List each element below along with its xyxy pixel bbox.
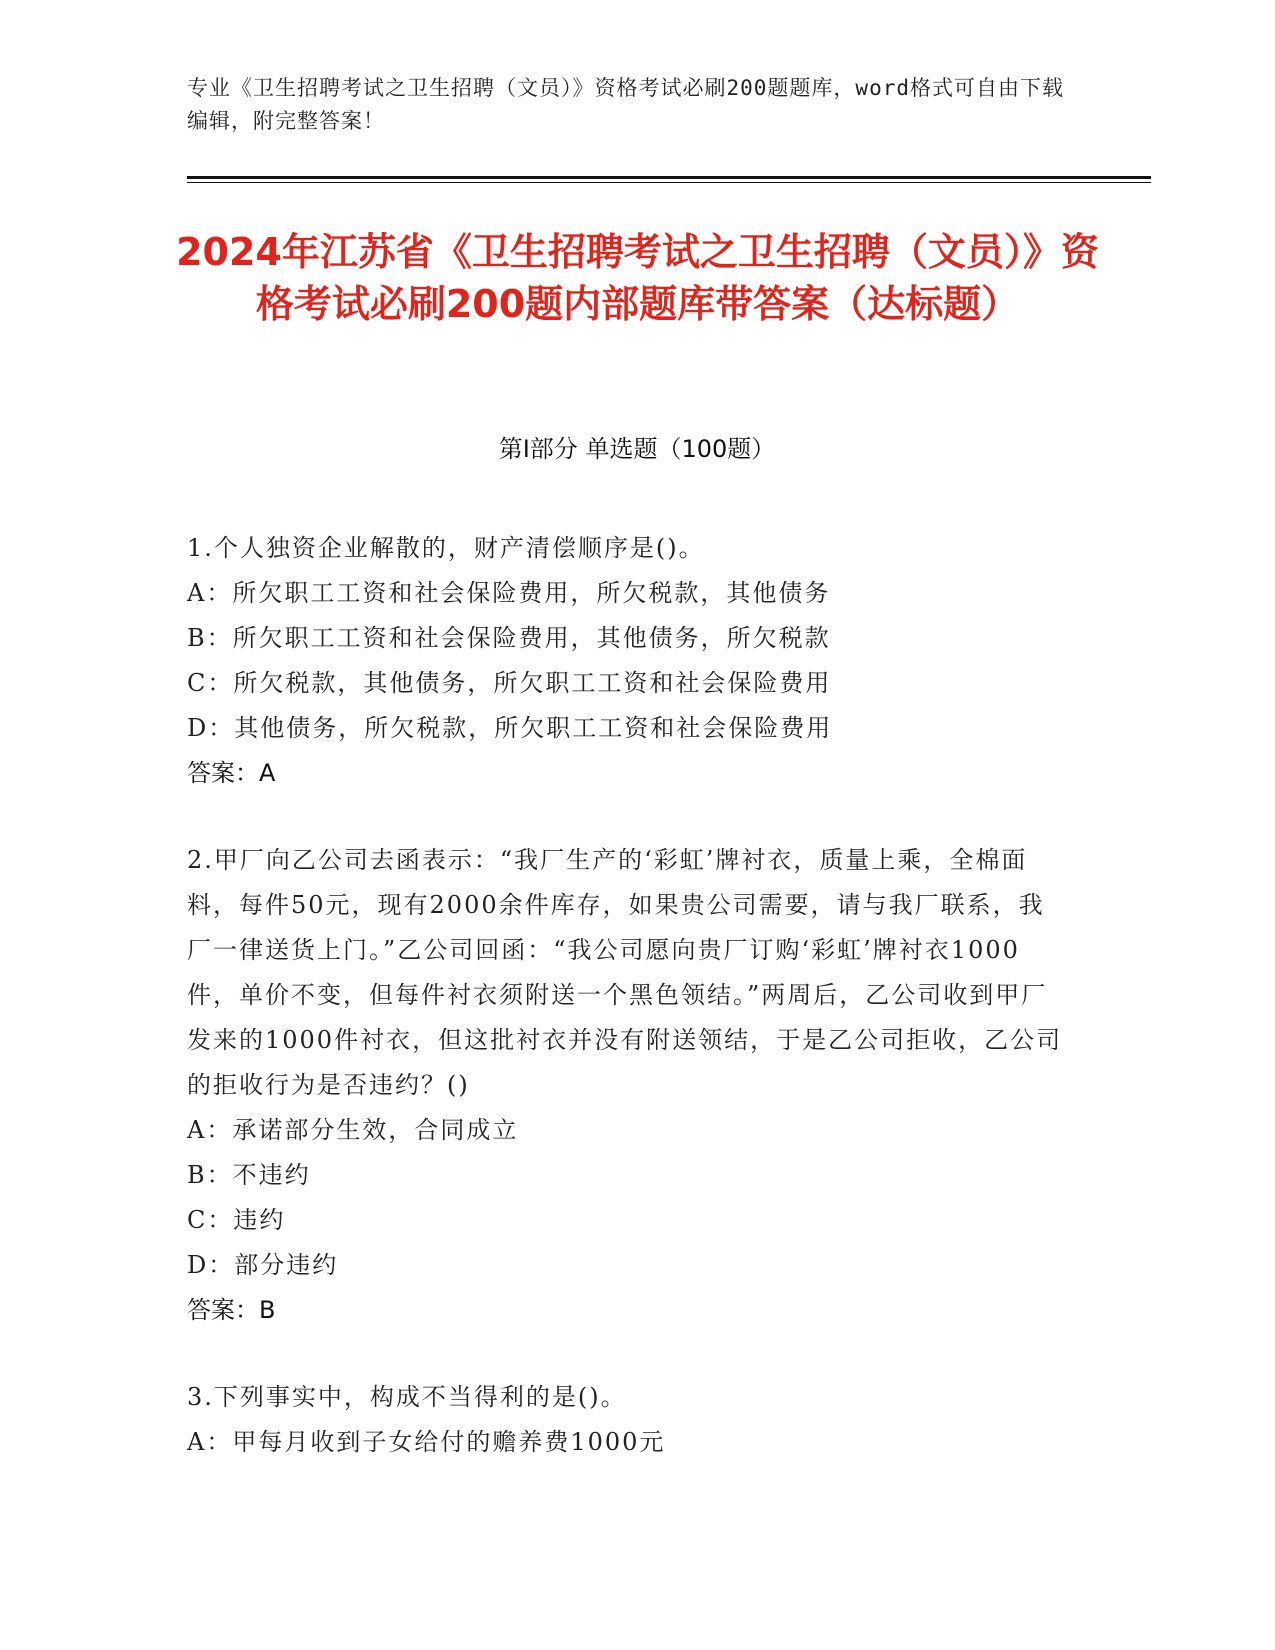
document-title: 2024年江苏省《卫生招聘考试之卫生招聘（文员）》资格考试必刷200题内部题库带答案（达标题） [176, 230, 1099, 326]
question-stem: 3.下列事实中，构成不当得利的是()。 [187, 1383, 627, 1411]
question-2 [187, 838, 1067, 1333]
question-1 [187, 526, 1067, 796]
header-note: 专业《卫生招聘考试之卫生招聘（文员）》资格考试必刷200题题库，word格式可自由下载编辑，附完整答案！ [187, 76, 1064, 133]
option-a: A：甲每月收到子女给付的赡养费1000元 [187, 1428, 666, 1456]
option-c: C：违约 [187, 1206, 286, 1234]
option-d: D：部分违约 [187, 1251, 339, 1279]
header-rule-thick [187, 176, 1151, 179]
question-list [187, 526, 1067, 1507]
answer: 答案：B [187, 1296, 276, 1324]
option-b: B：所欠职工工资和社会保险费用，其他债务，所欠税款 [187, 624, 831, 652]
answer: 答案：A [187, 759, 276, 787]
option-a: A：承诺部分生效，合同成立 [187, 1116, 519, 1144]
question-stem: 2.甲厂向乙公司去函表示：“我厂生产的‘彩虹’牌衬衣，质量上乘，全棉面料，每件50元，现有2000余件库存，如果贵公司需要，请与我厂联系，我厂一律送货上门。”乙公司回函：“我公司愿向贵厂订购‘彩虹’牌衬衣1000件，单价不变，但每件衬衣须附送一个黑色领结。”两周后，乙公司收到甲厂发来的1000件衬衣，但这批衬衣并没有附送领结，于是乙公司拒收，乙公司的拒收行为是否违约？() [187, 846, 1063, 1099]
option-a: A：所欠职工工资和社会保险费用，所欠税款，其他债务 [187, 579, 831, 607]
option-b: B：不违约 [187, 1161, 311, 1189]
question-3 [187, 1375, 1067, 1465]
section-title: 第Ⅰ部分 单选题（100题） [498, 435, 776, 463]
option-c: C：所欠税款，其他债务，所欠职工工资和社会保险费用 [187, 669, 832, 697]
header-rule-thin [187, 182, 1151, 183]
option-d: D：其他债务，所欠税款，所欠职工工资和社会保险费用 [187, 714, 833, 742]
question-stem: 1.个人独资企业解散的，财产清偿顺序是()。 [187, 534, 705, 562]
